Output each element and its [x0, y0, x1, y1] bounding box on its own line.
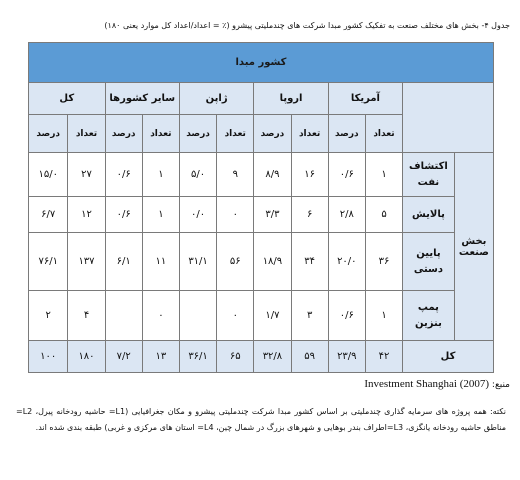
row-label: پایین دستی — [403, 233, 455, 291]
table-note: نکته: همه پروژه های سرمایه گذاری چندملیتی بر اساس کشور مبدا شرکت چندملیتی پیشرو و مکان جغرافیایی (L1= حاشیه رودخانه پیرل، L2= مناطق حاشیه رودخانه یانگزی، L3=اطراف بندر بوهایی و شهرهای بزرگ در شمال چین، L4= استان های مرکزی و غربی) طبقه بندی شده اند. — [16, 407, 506, 432]
table-cell: ۰/۶ — [328, 153, 365, 197]
country-header: ژاپن — [179, 83, 253, 115]
table-cell: ۳۴ — [291, 233, 328, 291]
total-row-label: کل — [403, 341, 494, 373]
table-cell: ۱ — [142, 197, 179, 233]
total-cell: ۱۰۰ — [29, 341, 68, 373]
table-cell: ۵ — [365, 197, 402, 233]
table-caption: جدول ۴- بخش های مختلف صنعت به تفکیک کشور مبدا شرکت های چندملیتی پیشرو (٪ = اعداد/اعداد کل موارد یعنی ۱۸۰) — [104, 21, 510, 30]
table-cell: ۱۳۷ — [68, 233, 105, 291]
corner-cell — [403, 83, 494, 153]
table-cell: ۱ — [365, 153, 402, 197]
table-cell: ۳ — [291, 291, 328, 341]
percent-header: درصد — [105, 115, 142, 153]
total-cell: ۲۳/۹ — [328, 341, 365, 373]
table-cell: ۸/۹ — [254, 153, 291, 197]
table-cell — [179, 291, 216, 341]
table-cell: ۵/۰ — [179, 153, 216, 197]
table-cell: ۹ — [217, 153, 254, 197]
country-header: سایر کشورها — [105, 83, 179, 115]
count-header: تعداد — [217, 115, 254, 153]
table-cell: ۶/۱ — [105, 233, 142, 291]
table-cell: ۰ — [217, 291, 254, 341]
total-cell: ۳۲/۸ — [254, 341, 291, 373]
country-header: اروپا — [254, 83, 328, 115]
table-cell: ۲/۸ — [328, 197, 365, 233]
table-cell: ۰ — [217, 197, 254, 233]
row-label: اکتشاف نفت — [403, 153, 455, 197]
data-table — [28, 42, 494, 373]
table-cell: ۶/۷ — [29, 197, 68, 233]
total-cell: ۷/۲ — [105, 341, 142, 373]
table-cell: ۱/۷ — [254, 291, 291, 341]
table-cell: ۰/۰ — [179, 197, 216, 233]
table-cell: ۲ — [29, 291, 68, 341]
total-cell: ۱۸۰ — [68, 341, 105, 373]
table-cell — [105, 291, 142, 341]
table-cell: ۱۱ — [142, 233, 179, 291]
table-cell: ۴ — [68, 291, 105, 341]
table-cell: ۶ — [291, 197, 328, 233]
table-cell: ۱۸/۹ — [254, 233, 291, 291]
total-cell: ۴۲ — [365, 341, 402, 373]
table-cell: ۳۶ — [365, 233, 402, 291]
percent-header: درصد — [328, 115, 365, 153]
table-cell: ۲۷ — [68, 153, 105, 197]
table-cell: ۱۲ — [68, 197, 105, 233]
table-cell: ۷۶/۱ — [29, 233, 68, 291]
table-cell: ۰ — [142, 291, 179, 341]
table-cell: ۱۶ — [291, 153, 328, 197]
industry-section-label: بخش صنعت — [454, 153, 493, 341]
percent-header: درصد — [254, 115, 291, 153]
source-label: منبع: — [491, 380, 510, 390]
country-header: کل — [29, 83, 106, 115]
country-header: آمریکا — [328, 83, 402, 115]
table-cell: ۱ — [142, 153, 179, 197]
count-header: تعداد — [68, 115, 105, 153]
percent-header: درصد — [179, 115, 216, 153]
count-header: تعداد — [365, 115, 402, 153]
total-cell: ۵۹ — [291, 341, 328, 373]
percent-header: درصد — [29, 115, 68, 153]
total-cell: ۳۶/۱ — [179, 341, 216, 373]
source-line — [10, 378, 510, 390]
count-header: تعداد — [291, 115, 328, 153]
table-cell: ۰/۶ — [328, 291, 365, 341]
row-label: پالایش — [403, 197, 455, 233]
source-reference: Investment Shanghai (2007) — [364, 378, 490, 390]
table-cell: ۰/۶ — [105, 197, 142, 233]
total-cell: ۱۳ — [142, 341, 179, 373]
table-cell: ۱۵/۰ — [29, 153, 68, 197]
table-cell: ۳/۳ — [254, 197, 291, 233]
table-cell: ۵۶ — [217, 233, 254, 291]
count-header: تعداد — [142, 115, 179, 153]
table-cell: ۰/۶ — [105, 153, 142, 197]
origin-country-header: کشور مبدا — [29, 43, 494, 83]
table-cell: ۳۱/۱ — [179, 233, 216, 291]
total-cell: ۶۵ — [217, 341, 254, 373]
row-label: پمپ بنزین — [403, 291, 455, 341]
table-cell: ۱ — [365, 291, 402, 341]
table-cell: ۲۰/۰ — [328, 233, 365, 291]
